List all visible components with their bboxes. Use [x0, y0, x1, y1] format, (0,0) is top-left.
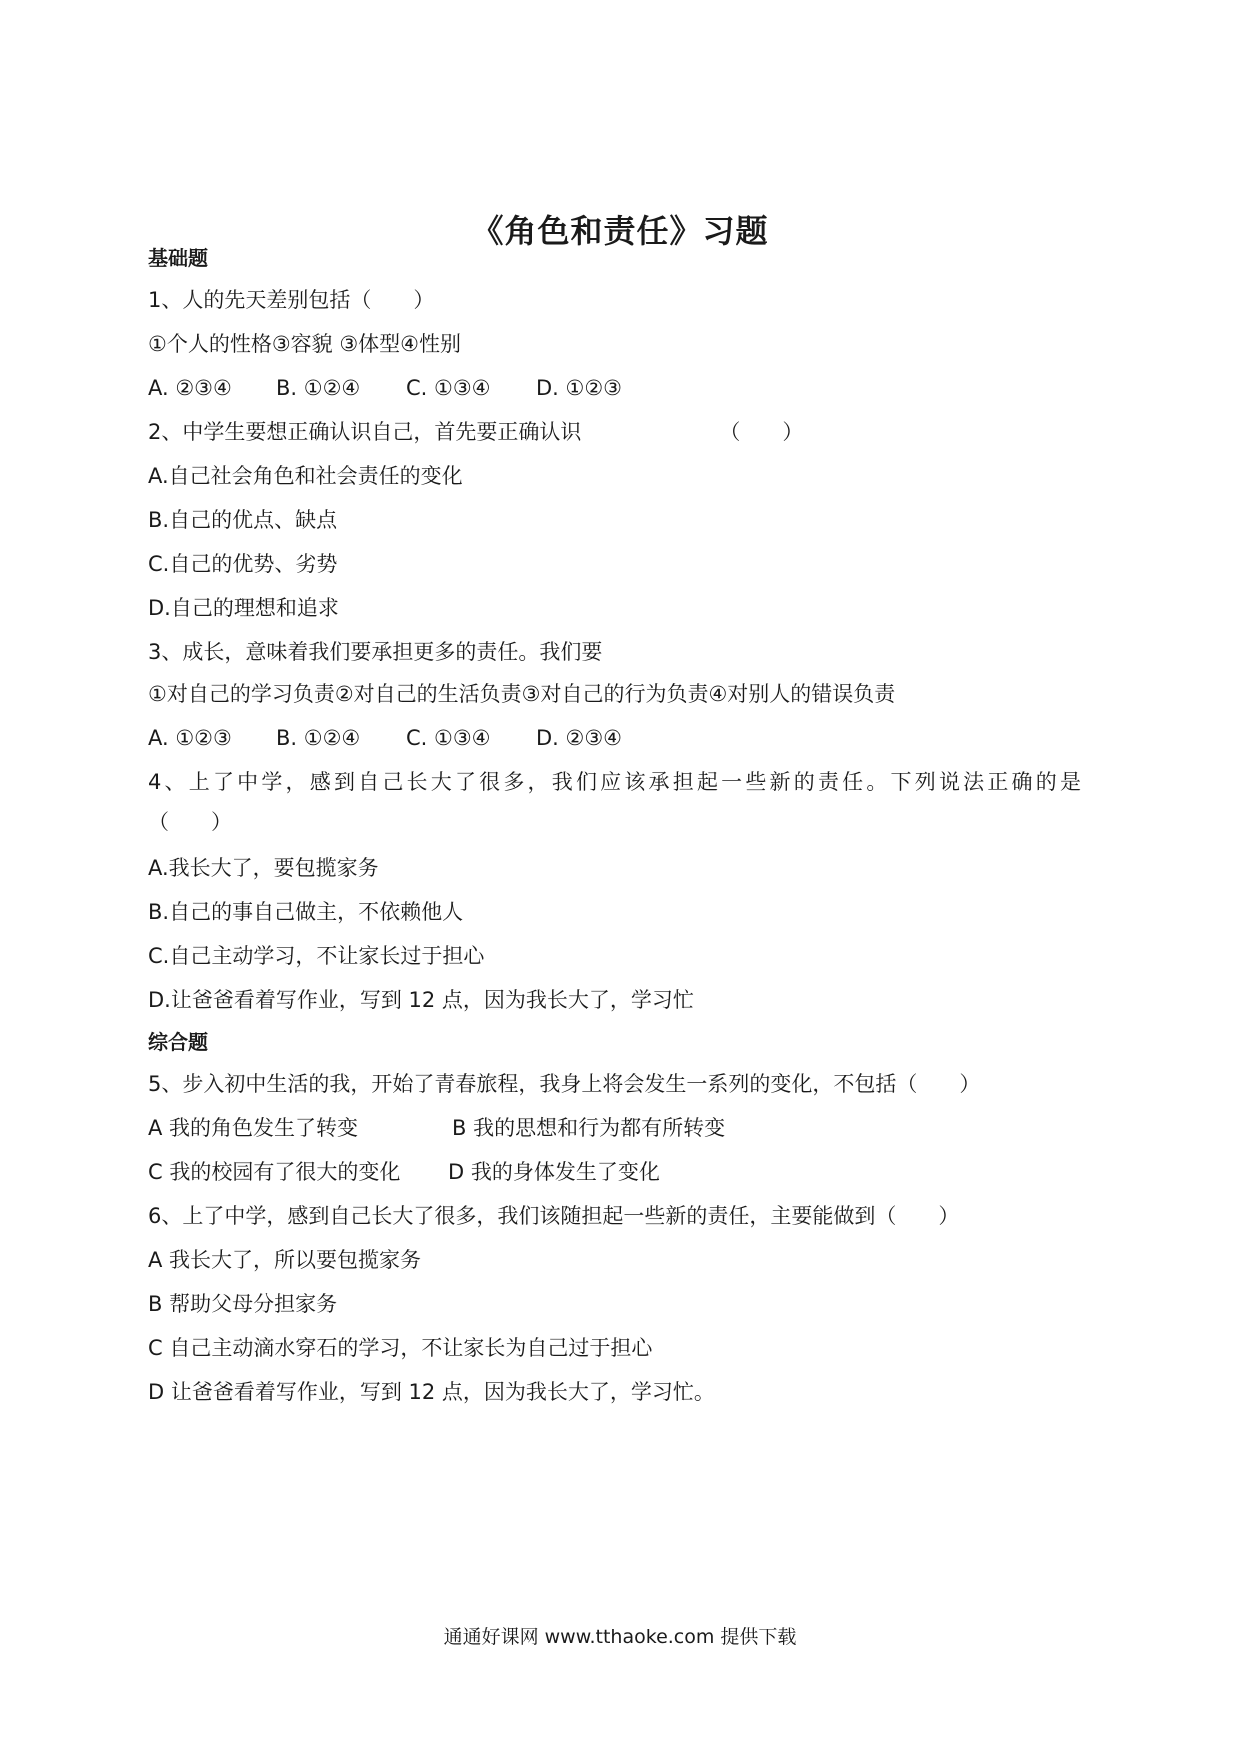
question-2-option-b: B.自己的优点、缺点	[148, 508, 338, 532]
question-3-option-c: C. ①③④	[406, 726, 491, 750]
question-4-option-d: D.让爸爸看着写作业，写到 12 点，因为我长大了，学习忙	[148, 988, 694, 1012]
question-4-option-a: A.我长大了，要包揽家务	[148, 856, 379, 880]
question-4-blank: （ ）	[148, 810, 232, 834]
question-1-items: ①个人的性格③容貌 ③体型④性别	[148, 332, 461, 356]
question-2-option-d: D.自己的理想和追求	[148, 596, 339, 620]
question-5-option-b: B 我的思想和行为都有所转变	[452, 1116, 726, 1140]
question-6-option-a: A 我长大了，所以要包揽家务	[148, 1248, 422, 1272]
question-6-stem: 6、上了中学，感到自己长大了很多，我们该随担起一些新的责任，主要能做到（ ）	[148, 1204, 960, 1228]
question-6-option-b: B 帮助父母分担家务	[148, 1292, 338, 1316]
question-2-stem	[148, 418, 803, 446]
footer-download-credit: 通通好课网 www.tthaoke.com 提供下载	[443, 1626, 797, 1648]
question-1-stem: 1、人的先天差别包括（ ）	[148, 288, 435, 312]
question-3-stem: 3、成长，意味着我们要承担更多的责任。我们要	[148, 640, 603, 664]
question-2-option-a: A.自己社会角色和社会责任的变化	[148, 464, 463, 488]
section-heading-comprehensive: 综合题	[148, 1030, 208, 1054]
question-2-blank: （ ）	[719, 420, 804, 444]
question-3-option-d: D. ②③④	[536, 726, 622, 750]
question-4-option-c: C.自己主动学习，不让家长过于担心	[148, 944, 485, 968]
question-1-option-c: C. ①③④	[406, 376, 491, 400]
question-3-option-b: B. ①②④	[276, 726, 361, 750]
question-3-options	[148, 724, 622, 752]
question-1-option-d: D. ①②③	[536, 376, 622, 400]
section-heading-basic: 基础题	[148, 246, 208, 270]
question-4-option-b: B.自己的事自己做主，不依赖他人	[148, 900, 464, 924]
question-5-stem: 5、步入初中生活的我，开始了青春旅程，我身上将会发生一系列的变化，不包括（ ）	[148, 1072, 981, 1096]
question-4-stem: 4、上了中学，感到自己长大了很多，我们应该承担起一些新的责任。下列说法正确的是	[148, 770, 1085, 794]
question-2-option-c: C.自己的优势、劣势	[148, 552, 338, 576]
question-2-text: 2、中学生要想正确认识自己，首先要正确认识	[148, 420, 582, 444]
question-5-options-row-2	[148, 1158, 660, 1186]
question-3-items: ①对自己的学习负责②对自己的生活负责③对自己的行为负责④对别人的错误负责	[148, 682, 896, 706]
question-6-option-c: C 自己主动滴水穿石的学习，不让家长为自己过于担心	[148, 1336, 653, 1360]
question-3-option-a: A. ①②③	[148, 726, 232, 750]
question-1-option-b: B. ①②④	[276, 376, 361, 400]
question-6-option-d: D 让爸爸看着写作业，写到 12 点，因为我长大了，学习忙。	[148, 1380, 715, 1404]
question-1-options	[148, 374, 622, 402]
page-title: 《角色和责任》习题	[471, 212, 769, 250]
question-5-option-c: C 我的校园有了很大的变化	[148, 1160, 401, 1184]
question-5-option-a: A 我的角色发生了转变	[148, 1116, 359, 1140]
question-1-option-a: A. ②③④	[148, 376, 232, 400]
question-5-option-d: D 我的身体发生了变化	[448, 1160, 660, 1184]
question-5-options-row-1	[148, 1114, 726, 1142]
